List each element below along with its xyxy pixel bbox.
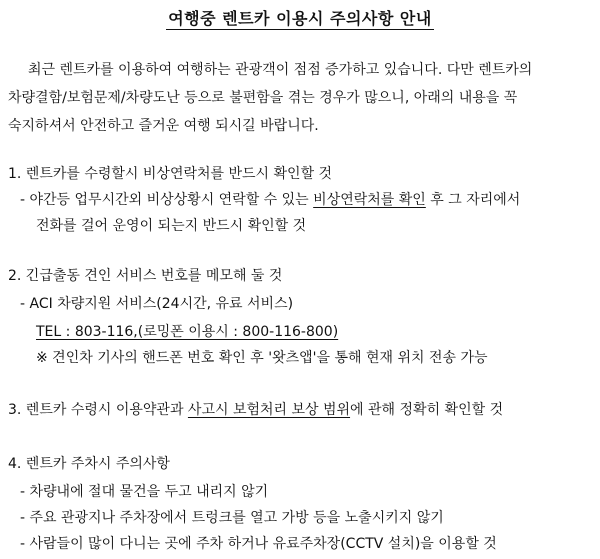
- section1-heading: 1. 렌트카를 수령할시 비상연락처를 반드시 확인할 것: [8, 166, 333, 182]
- section1-line-2: 전화를 걸어 운영이 되는지 반드시 확인할 것: [36, 218, 307, 234]
- intro-line-1: 최근 렌트카를 이용하여 여행하는 관광객이 점점 증가하고 있습니다. 다만 렌트카의: [28, 62, 533, 78]
- intro-line-2: 차량결함/보험문제/차량도난 등으로 불편함을 겪는 경우가 많으니, 아래의 내용을 꼭: [8, 90, 518, 106]
- section1-line-1-post: 후 그 자리에서: [425, 192, 521, 208]
- document-title: [0, 6, 600, 29]
- section3-post: 에 관해 정확히 확인할 것: [350, 402, 504, 418]
- section3-pre: 3. 렌트카 수령시 이용약관과: [8, 402, 188, 418]
- section2-line-1: - ACI 차량지원 서비스(24시간, 유료 서비스): [20, 296, 294, 312]
- section3-line: [8, 400, 503, 420]
- intro-line-3: 숙지하셔서 안전하고 즐거운 여행 되시길 바랍니다.: [8, 118, 319, 134]
- insurance-coverage-underlined: 사고시 보험처리 보상 범위: [187, 402, 351, 418]
- document-title-text: 여행중 렌트카 이용시 주의사항 안내: [168, 9, 432, 28]
- tel-number-underlined: TEL : 803-116,(로밍폰 이용시 : 800-116-800): [36, 324, 339, 340]
- section1-line-1: [20, 190, 520, 210]
- section1-line-1-pre: - 야간등 업무시간외 비상상황시 연락할 수 있는: [20, 192, 314, 208]
- section4-item-3: - 사람들이 많이 다니는 곳에 주차 하거나 유료주차장(CCTV 설치)을 이용할 것: [20, 536, 497, 552]
- emergency-contact-underlined: 비상연락처를 확인: [313, 192, 426, 208]
- section2-note: ※ 견인차 기사의 핸드폰 번호 확인 후 '왓츠앱'을 통해 현재 위치 전송 가능: [36, 350, 488, 366]
- section4-heading: 4. 렌트카 주차시 주의사항: [8, 456, 170, 472]
- section2-heading: 2. 긴급출동 견인 서비스 번호를 메모해 둘 것: [8, 268, 283, 284]
- section4-item-1: - 차량내에 절대 물건을 두고 내리지 않기: [20, 484, 269, 500]
- section4-item-2: - 주요 관광지나 주차장에서 트렁크를 열고 가방 등을 노출시키지 않기: [20, 510, 444, 526]
